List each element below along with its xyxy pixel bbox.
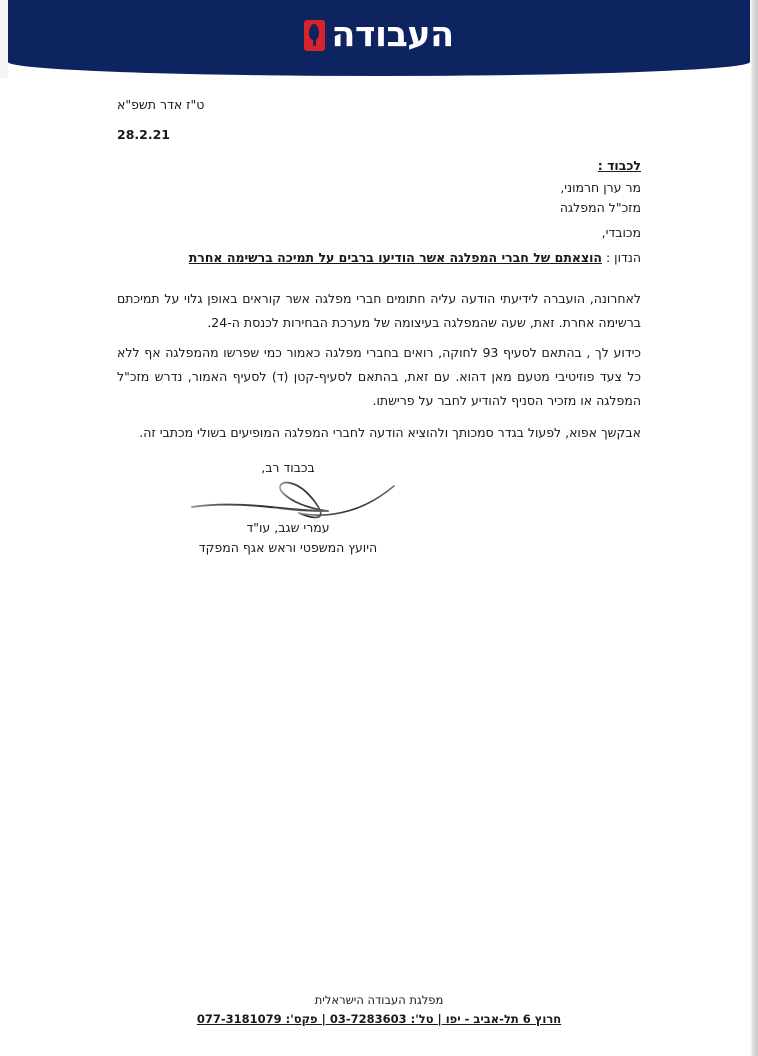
labor-party-emblem-icon [304, 20, 325, 51]
signer-name: עמרי שגב, עו"ד [246, 520, 330, 535]
body-paragraph-3: אבקשך אפוא, לפעול בגדר סמכותך ולהוציא הודעה לחברי המפלגה המופיעים בשולי מכתבי זה. [139, 424, 641, 440]
page-right-edge-scrollbar[interactable] [750, 0, 758, 1056]
addressee-lead-label: לכבוד : [597, 158, 641, 173]
addressee-name: מר ערן חרמוני, [560, 180, 641, 196]
body-paragraph-2: כידוע לך , בהתאם לסעיף 93 לחוקה, רואים בחברי מפלגה כאמור כמי שפרשו מהמפלגה אף ללא כל צעד פוזיטיבי מטעם מאן דהוא. עם זאת, בהתאם לסעיף-קטן (ד) לסעיף האמור, נדרש מזכ"ל המפלגה או מזכיר הסניף להודיע לחבר על פרישתו. [117, 344, 641, 409]
addressee-block [560, 156, 641, 217]
footer-organization: מפלגת העבודה הישראלית [314, 993, 444, 1008]
footer-contact: חרוץ 6 תל-אביב - יפו | טל': 03-7283603 | פקס': 077-3181079 [196, 1011, 562, 1026]
gregorian-date: 28.2.21 [117, 126, 170, 142]
signer-title: היועץ המשפטי וראש אגף המפקד [198, 540, 378, 555]
party-logo [8, 0, 750, 70]
addressee-title: מזכ"ל המפלגה [559, 199, 641, 215]
salutation: מכובדי, [601, 225, 641, 240]
body-paragraph-1: לאחרונה, הועברה לידיעתי הודעה עליה חתומים חברי מפלגה אשר קוראים באופן גלוי על תמיכתם ברשימה אחרת. זאת, שעה שהמפלגה בעיצומה של מערכת הבחירות לכנסת ה-24. [117, 290, 641, 330]
subject-label: הנדון : [606, 250, 641, 265]
page-left-edge [0, 0, 8, 78]
signer-block [8, 518, 568, 558]
subject-line [117, 250, 641, 265]
letter-footer [8, 991, 750, 1028]
letterhead-header-band [8, 0, 750, 76]
letter-body [8, 76, 750, 1056]
subject-text: הוצאתם של חברי המפלגה אשר הודיעו ברבים על תמיכה ברשימה אחרת [188, 250, 603, 265]
valediction: בכבוד רב, [261, 460, 315, 475]
date-block [117, 96, 204, 145]
hebrew-date: ט"ז אדר תשפ"א [117, 97, 205, 112]
party-logo-text: העבודה [331, 14, 454, 55]
